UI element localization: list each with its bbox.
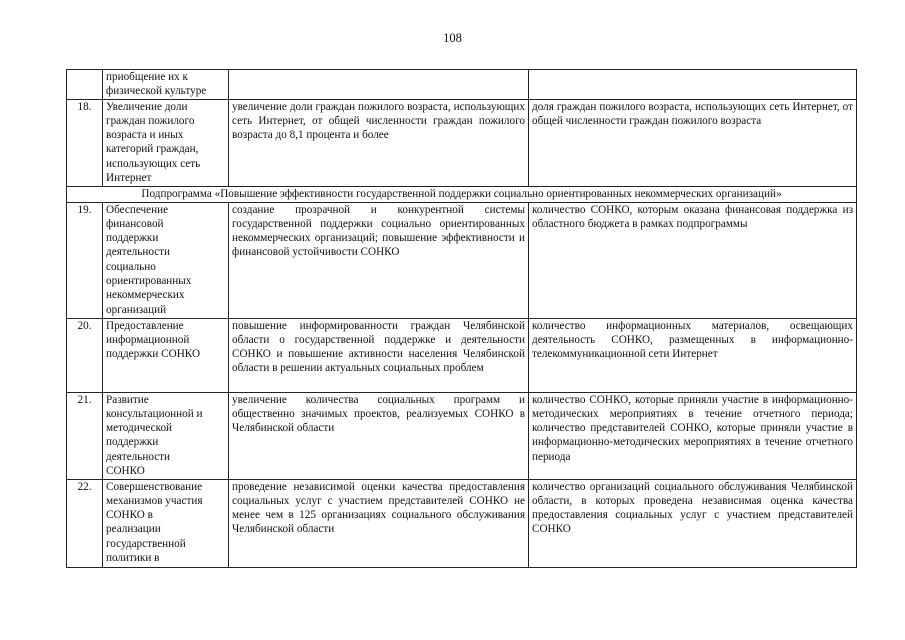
task-line: СОНКО в — [106, 509, 153, 522]
task-cell — [103, 318, 229, 392]
table-row — [67, 392, 857, 479]
task-line: Совершенствование — [106, 480, 203, 493]
task-line: использующих сеть — [106, 157, 201, 170]
task-line: граждан пожилого — [106, 114, 195, 127]
task-cell — [103, 99, 229, 186]
task-cell — [103, 202, 229, 318]
subprogram-title: Подпрограмма «Повышение эффективности государственной поддержки социально ориентированных некоммерческих организаций» — [67, 186, 857, 202]
indicator-cell: количество СОНКО, которым оказана финансовая поддержка из областного бюджета в рамках подпрограммы — [529, 202, 857, 318]
task-line: Развитие — [106, 393, 149, 406]
task-line: Увеличение доли — [106, 100, 188, 113]
table-row-continuation — [67, 70, 857, 100]
task-line: консультационной и — [106, 407, 203, 420]
result-cell: проведение независимой оценки качества предоставления социальных услуг с участием представителей СОНКО не менее чем в 125 организациях социального обслуживания Челябинской области — [229, 479, 529, 567]
task-line: социально — [106, 260, 156, 273]
table-row — [67, 202, 857, 318]
page-number: 108 — [443, 31, 462, 45]
result-cell — [229, 70, 529, 100]
task-cell — [103, 70, 229, 100]
result-cell: увеличение доли граждан пожилого возраста, использующих сеть Интернет, от общей численности граждан пожилого возраста до 8,1 процента и более — [229, 99, 529, 186]
task-cell — [103, 479, 229, 567]
subprogram-row — [67, 186, 857, 202]
indicator-cell: количество СОНКО, которые приняли участие в информационно-методических мероприятиях в течение отчетного периода; количество представителей СОНКО, которые приняли участие в информационно-методических мероприятиях в течение отчетного периода — [529, 392, 857, 479]
indicator-cell: количество информационных материалов, освещающих деятельность СОНКО, размещенных в информационно-телекоммуникационной сети Интернет — [529, 318, 857, 392]
task-line: приобщение их к — [106, 71, 188, 83]
task-line: Обеспечение — [106, 203, 169, 216]
task-line: деятельности — [106, 450, 171, 463]
row-number: 22. — [67, 479, 103, 567]
task-line: финансовой — [106, 217, 164, 230]
task-line: государственной — [106, 537, 186, 550]
task-line: категорий граждан, — [106, 143, 199, 156]
row-number: 20. — [67, 318, 103, 392]
task-line: возраста и иных — [106, 129, 184, 142]
task-line: информационной — [106, 333, 190, 346]
task-line: Предоставление — [106, 319, 184, 332]
table-row — [67, 479, 857, 567]
result-cell: создание прозрачной и конкурентной системы государственной поддержки социально ориентированных некоммерческих организаций; повышение эффективности и финансовой устойчивости СОНКО — [229, 202, 529, 318]
indicator-cell: количество организаций социального обслуживания Челябинской области, в которых проведена независимая оценка качества предоставления социальных услуг с участием представителей СОНКО — [529, 479, 857, 567]
table-row — [67, 99, 857, 186]
indicator-cell — [529, 70, 857, 100]
row-number-cell — [67, 70, 103, 100]
task-line: методической — [106, 422, 173, 435]
task-line: механизмов участия — [106, 494, 203, 507]
task-line: поддержки — [106, 232, 159, 245]
task-line: ориентированных — [106, 275, 192, 288]
task-line: организаций — [106, 303, 167, 316]
task-line: поддержки СОНКО — [106, 348, 201, 361]
indicator-cell: доля граждан пожилого возраста, использующих сеть Интернет, от общей численности граждан пожилого возраста — [529, 99, 857, 186]
task-line: политики в — [106, 552, 160, 565]
row-number: 21. — [67, 392, 103, 479]
task-cell — [103, 392, 229, 479]
task-line: деятельности — [106, 246, 171, 259]
task-line: некоммерческих — [106, 289, 185, 302]
result-cell: повышение информированности граждан Челябинской области о государственной поддержке и деятельности СОНКО и повышение активности населения Челябинской области в решении актуальных социальных проблем — [229, 318, 529, 392]
task-line: поддержки — [106, 436, 159, 449]
table-row — [67, 318, 857, 392]
program-table — [66, 69, 857, 568]
task-line: Интернет — [106, 172, 152, 185]
result-cell: увеличение количества социальных программ и общественно значимых проектов, реализуемых СОНКО в Челябинской области — [229, 392, 529, 479]
row-number: 18. — [67, 99, 103, 186]
task-line: реализации — [106, 523, 161, 536]
task-line: СОНКО — [106, 465, 145, 478]
row-number: 19. — [67, 202, 103, 318]
task-line: физической культуре — [106, 85, 207, 98]
